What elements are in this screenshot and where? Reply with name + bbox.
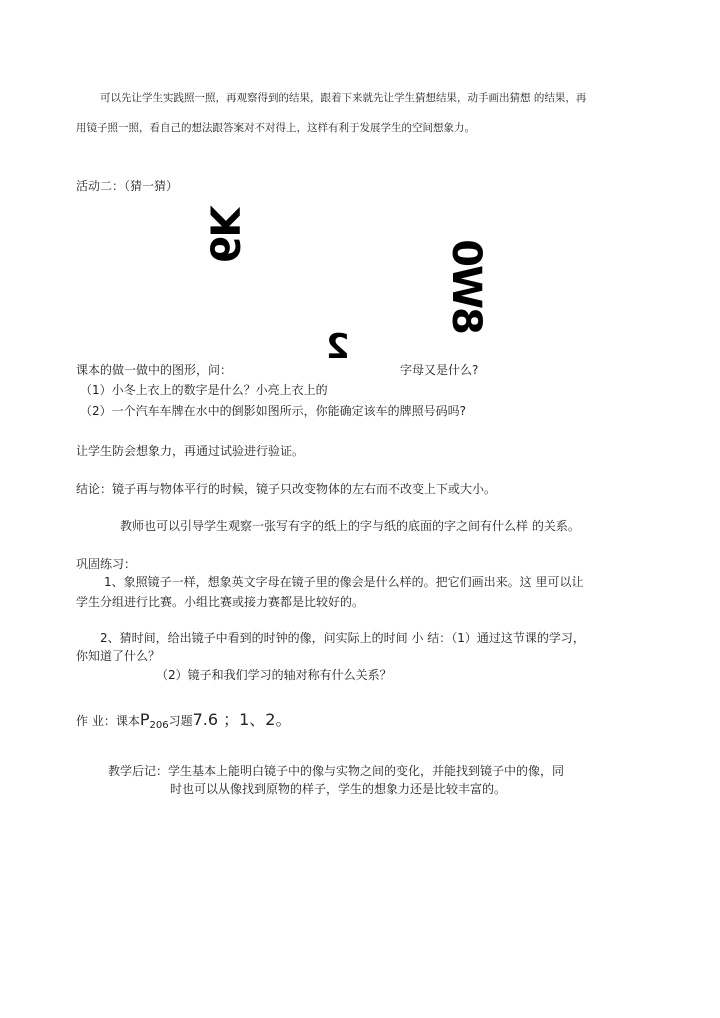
question-2: （2）一个汽车车牌在水中的倒影如图所示，你能确定该车的牌照号码吗? — [80, 404, 467, 418]
practice-heading: 巩固练习： — [76, 557, 137, 571]
activity-heading: 活动二：（猜一猜） — [76, 179, 179, 193]
post-teaching-notes: 教学后记：学生基本上能明白镜子中的像与实物之间的变化，并能找到镜子中的像，同 — [108, 764, 565, 778]
mirrored-numeral-figure: 2 — [326, 327, 350, 367]
paragraph-line: 让学生防会想象力，再通过试验进行验证。 — [76, 444, 305, 458]
paragraph-line: 教师也可以引导学生观察一张写有字的纸上的字与纸的底面的字之间有什么样 的关系。 — [120, 519, 580, 533]
mirrored-digits-figure: 6K — [200, 208, 247, 264]
mirrored-letters-figure: 8W0 — [442, 241, 489, 335]
conclusion-line: 结论：镜子再与物体平行的时候，镜子只改变物体的左右而不改变上下或大小。 — [76, 482, 497, 496]
exercise-2-cont: 你知道了什么？ — [76, 649, 161, 663]
exercise-1-cont: 学生分组进行比赛。小组比赛或接力赛都是比较好的。 — [76, 595, 365, 609]
paragraph-line: 可以先让学生实践照一照，再观察得到的结果，跟着下来就先让学生猜想结果，动手画出猜想 的结果，再 — [100, 92, 587, 104]
homework-line: 作 业：课本$P_{206}$习题7.6 ；1、2。 — [76, 710, 292, 731]
question-1: （1）小冬上衣上的数字是什么？小亮上衣上的 — [80, 383, 328, 397]
question-intro: 课本的做一做中的图形，问： — [76, 363, 233, 377]
question-intro-right: 字母又是什么? — [400, 363, 479, 377]
paragraph-line: 用镜子照一照，看自己的想法跟答案对不对得上，这样有利于发展学生的空间想象力。 — [76, 122, 475, 134]
exercise-1: 1、象照镜子一样，想象英文字母在镜子里的像会是什么样的。把它们画出来。这 里可以让 — [104, 575, 584, 589]
exercise-2-sub: （2）镜子和我们学习的轴对称有什么关系？ — [156, 668, 392, 682]
post-teaching-notes-cont: 时也可以从像找到原物的样子，学生的想象力还是比较丰富的。 — [170, 782, 507, 796]
exercise-2: 2、猜时间，给出镜子中看到的时钟的像，问实际上的时间 小 结：（1）通过这节课的学习， — [100, 631, 585, 645]
